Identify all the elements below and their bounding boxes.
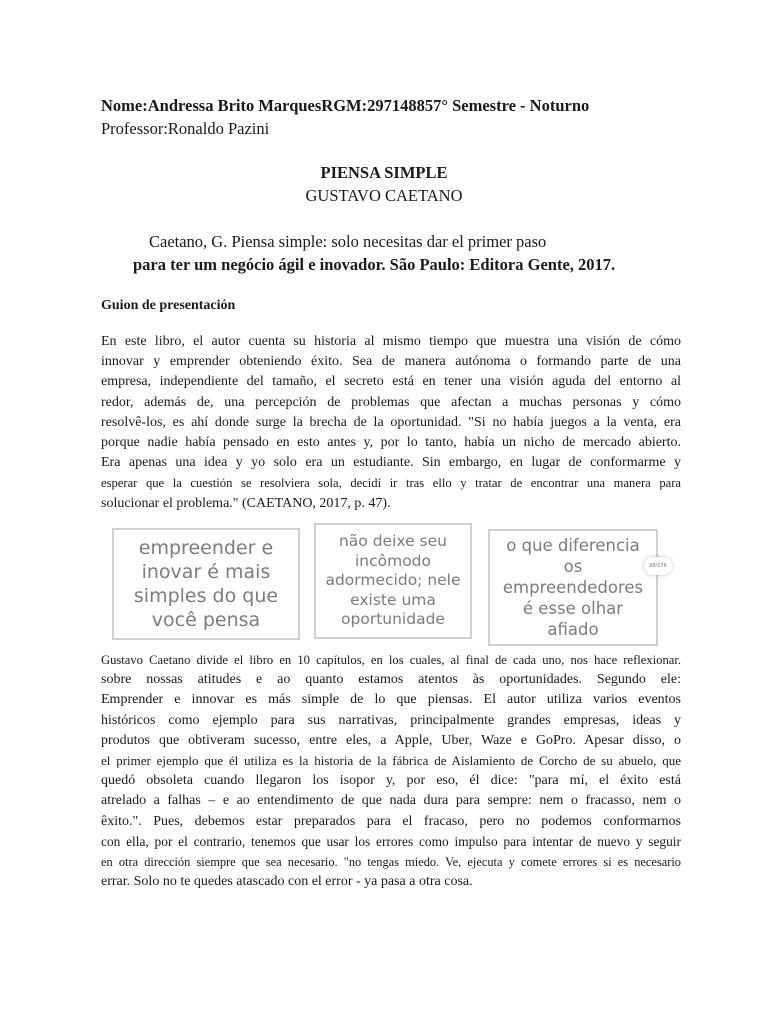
paragraph-line: produtos que obtiveram sucesso, entre eles, a Apple, Uber, Waze e GoPro. Apesar disso, o (101, 732, 681, 748)
section-heading: Guion de presentación (101, 298, 236, 313)
intro-paragraph (101, 332, 681, 514)
reference-line-2: para ter um negócio ágil e inovador. São Paulo: Editora Gente, 2017. (133, 255, 616, 274)
paragraph-line: êxito.". Pues, debemos estar preparados para el fracaso, pero no podemos conformarnos (101, 813, 681, 829)
quote-line: oportunidade (341, 610, 445, 629)
paragraph-line: quedó obsoleta cuando llegaron los isopor y, por eso, él dice: "para mí, el éxito está (101, 773, 681, 789)
paragraph-line: Gustavo Caetano divide el libro en 10 capítulos, en los cuales, al final de cada uno, nos hace reflexionar. (101, 653, 681, 667)
paragraph-line: sobre nossas atitudes e ao quanto estamos atentos às oportunidades. Segundo ele: (101, 672, 681, 688)
quote-card-3 (488, 529, 658, 646)
quote-line: empreendedores (502, 578, 644, 597)
paragraph-line: solucionar el problema." (CAETANO, 2017, p. 47). (101, 495, 391, 511)
quote-line: os (563, 557, 583, 576)
book-author: GUSTAVO CAETANO (305, 186, 463, 205)
quote-line: é esse olhar (522, 599, 624, 618)
paragraph-line: esperar que la cuestión se resolviera sola, decidí ir tras ello y tratar de encontrar una manera para (101, 476, 681, 491)
reference-line-1: Caetano, G. Piensa simple: solo necesitas dar el primer paso (149, 232, 547, 251)
paragraph-line: en otra dirección siempre que sea necesario. "no tengas miedo. Ve, ejecuta y comete errores si es necesario (101, 854, 681, 869)
student-info-line: Nome:Andressa Brito MarquesRGM:297148857° Semestre - Noturno (101, 96, 590, 115)
page-counter-badge[interactable]: 99/176 (644, 557, 672, 575)
quote-card-1 (112, 528, 300, 640)
paragraph-line: porque nadie había pensado en esto antes y, por lo tanto, había un nicho de mercado abierto. (101, 434, 681, 450)
quote-card-2 (314, 523, 472, 639)
quote-line: existe uma (350, 590, 436, 609)
paragraph-line: redor, además de, una percepción de problemas que afectan a muchas personas y cómo (101, 394, 681, 410)
quote-line: inovar é mais (141, 561, 271, 583)
paragraph-line: Era apenas una idea y yo solo era un estudiante. Sin embargo, en lugar de conformarme y (101, 455, 681, 471)
quote-line: adormecido; nele (325, 571, 461, 590)
quote-line: afiado (547, 620, 599, 639)
quote-line: empreender e (138, 537, 274, 559)
quote-line: simples do que (133, 585, 279, 607)
quote-line: incômodo (354, 551, 432, 570)
paragraph-line: empresa, independiente del tamaño, el secreto está en tener una visión aguda del entorno al (101, 374, 681, 390)
paragraph-line: atrelado a falhas – e ao entendimento de que nada dura para sempre: nem o fracasso, nem o (101, 793, 681, 809)
professor-line: Professor:Ronaldo Pazini (101, 119, 270, 138)
paragraph-line: Emprender e innovar es más simple de lo que piensas. El autor utiliza varios eventos (101, 692, 681, 708)
paragraph-line: resolvê-los, es ahí donde surge la brecha de la oportunidad. "Si no había juegos a la venta, era (101, 414, 681, 430)
book-title: PIENSA SIMPLE (320, 163, 448, 182)
quote-line: não deixe seu (338, 532, 447, 551)
paragraph-line: con ella, por el contrario, tenemos que usar los errores como impulso para intentar de nuevo y seguir (101, 833, 681, 849)
paragraph-line: históricos como ejemplo para sus narrativas, principalmente grandes empresas, ideas y (101, 712, 681, 728)
quote-line: você pensa (151, 609, 261, 631)
summary-paragraph (101, 650, 681, 892)
paragraph-line: En este libro, el autor cuenta su historia al mismo tiempo que muestra una visión de cómo (101, 334, 681, 349)
paragraph-line: errar. Solo no te quedes atascado con el error - ya pasa a otra cosa. (101, 874, 473, 890)
quote-line: o que diferencia (506, 536, 640, 555)
paragraph-line: el primer ejemplo que él utiliza es la historia de la fábrica de Aislamiento de Corcho de su abuelo, que (101, 752, 681, 768)
paragraph-line: innovar y emprender obteniendo éxito. Sea de manera autónoma o formando parte de una (101, 354, 681, 370)
